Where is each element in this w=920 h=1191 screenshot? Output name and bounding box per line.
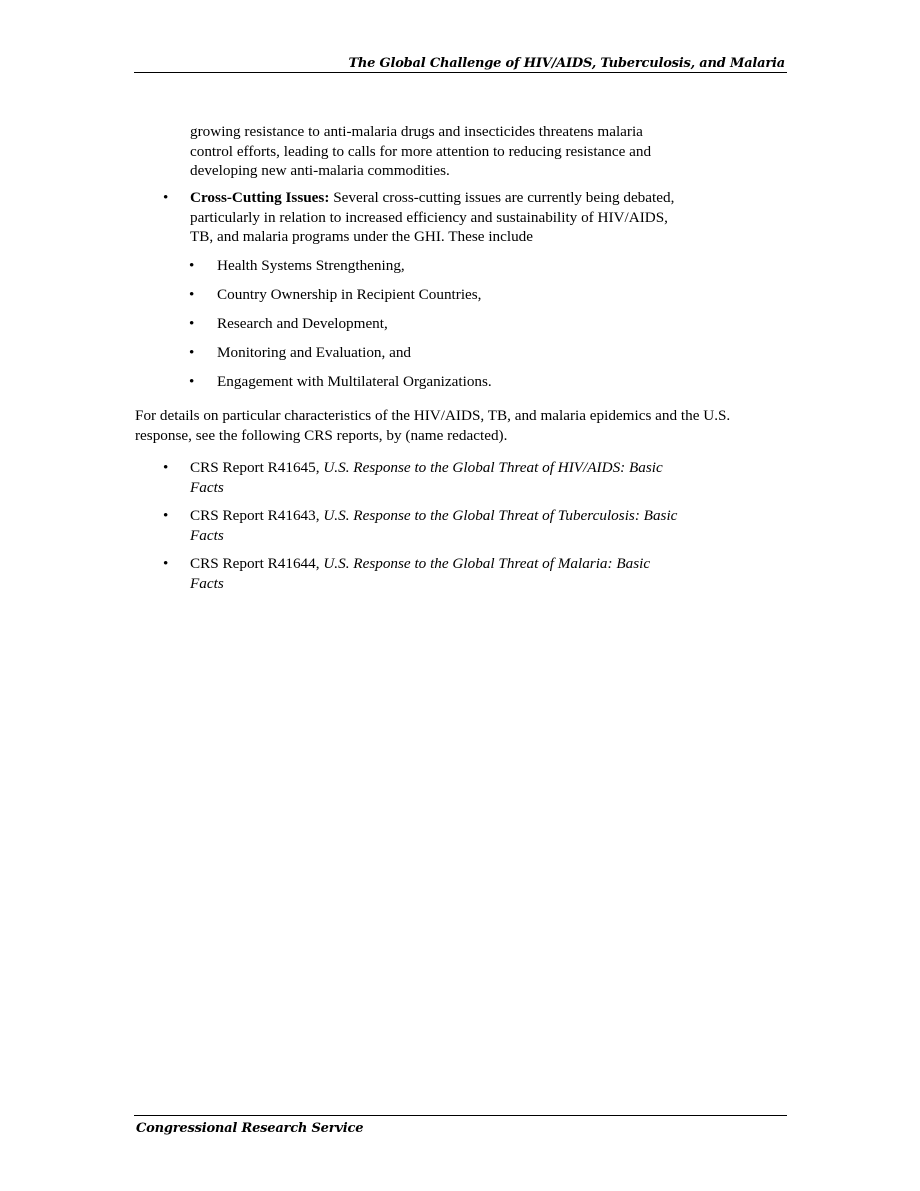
- text-line: particularly in relation to increased efficiency and sustainability of HIV/AIDS,: [190, 208, 668, 226]
- footer-rule: [134, 1115, 787, 1116]
- bullet-icon: •: [189, 257, 195, 274]
- bullet-icon: •: [189, 373, 195, 390]
- intro-paragraph: [135, 406, 795, 445]
- sub-list-item: [189, 372, 717, 392]
- running-header-title: The Global Challenge of HIV/AIDS, Tuberculosis, and Malaria: [348, 56, 785, 71]
- report-title-cont: Facts: [190, 526, 224, 544]
- sub-item-text: Country Ownership in Recipient Countries,: [217, 286, 482, 303]
- report-title: U.S. Response to the Global Threat of Tuberculosis: Basic: [323, 507, 678, 524]
- report-list-item: [163, 554, 740, 593]
- bullet-icon: •: [189, 286, 195, 303]
- report-title: U.S. Response to the Global Threat of HIV/AIDS: Basic: [323, 459, 663, 476]
- bullet-icon: •: [189, 315, 195, 332]
- text-line: control efforts, leading to calls for more attention to reducing resistance and: [190, 142, 652, 160]
- report-title: U.S. Response to the Global Threat of Malaria: Basic: [323, 555, 651, 572]
- report-title-cont: Facts: [190, 574, 224, 592]
- sub-item-text: Research and Development,: [217, 315, 388, 332]
- sub-list-item: [189, 343, 717, 363]
- report-title-cont: Facts: [190, 478, 224, 496]
- sub-list-item: [189, 285, 717, 305]
- bullet-icon: •: [163, 507, 169, 524]
- bullet-icon: •: [163, 555, 169, 572]
- sub-list-item: [189, 256, 717, 276]
- bullet-icon: •: [163, 189, 169, 206]
- sub-item-text: Monitoring and Evaluation, and: [217, 344, 412, 361]
- bullet-icon: •: [189, 344, 195, 361]
- continuation-paragraph: [190, 122, 730, 181]
- text-span: Several cross-cutting issues are currently being debated,: [329, 189, 675, 206]
- report-number: CRS Report R41644,: [190, 555, 324, 572]
- header-rule: [134, 72, 787, 73]
- text-line: growing resistance to anti-malaria drugs and insecticides threatens malaria: [190, 123, 643, 140]
- footer-text: Congressional Research Service: [136, 1121, 364, 1136]
- bullet-icon: •: [163, 459, 169, 476]
- text-line: [190, 554, 740, 574]
- sub-item-text: Engagement with Multilateral Organizations.: [217, 373, 492, 390]
- text-line: [190, 526, 740, 546]
- text-line: TB, and malaria programs under the GHI. These include: [190, 228, 534, 245]
- text-line: [190, 574, 740, 594]
- text-line: developing new anti-malaria commodities.: [190, 162, 450, 179]
- report-number: CRS Report R41643,: [190, 507, 324, 524]
- text-line: [190, 478, 740, 498]
- sub-list-item: [189, 314, 717, 334]
- text-line: [190, 506, 740, 526]
- report-list-item: [163, 506, 740, 545]
- sub-item-text: Health Systems Strengthening,: [217, 257, 405, 274]
- text-line: [190, 188, 740, 208]
- text-line: response, see the following CRS reports, by (name redacted).: [135, 426, 508, 444]
- text-line: For details on particular characteristics of the HIV/AIDS, TB, and malaria epidemics and the U.S.: [135, 407, 731, 424]
- cross-cutting-label: Cross-Cutting Issues:: [190, 189, 330, 206]
- text-line: [190, 458, 740, 478]
- report-number: CRS Report R41645,: [190, 459, 324, 476]
- cross-cutting-issues-item: [163, 188, 740, 247]
- report-list-item: [163, 458, 740, 497]
